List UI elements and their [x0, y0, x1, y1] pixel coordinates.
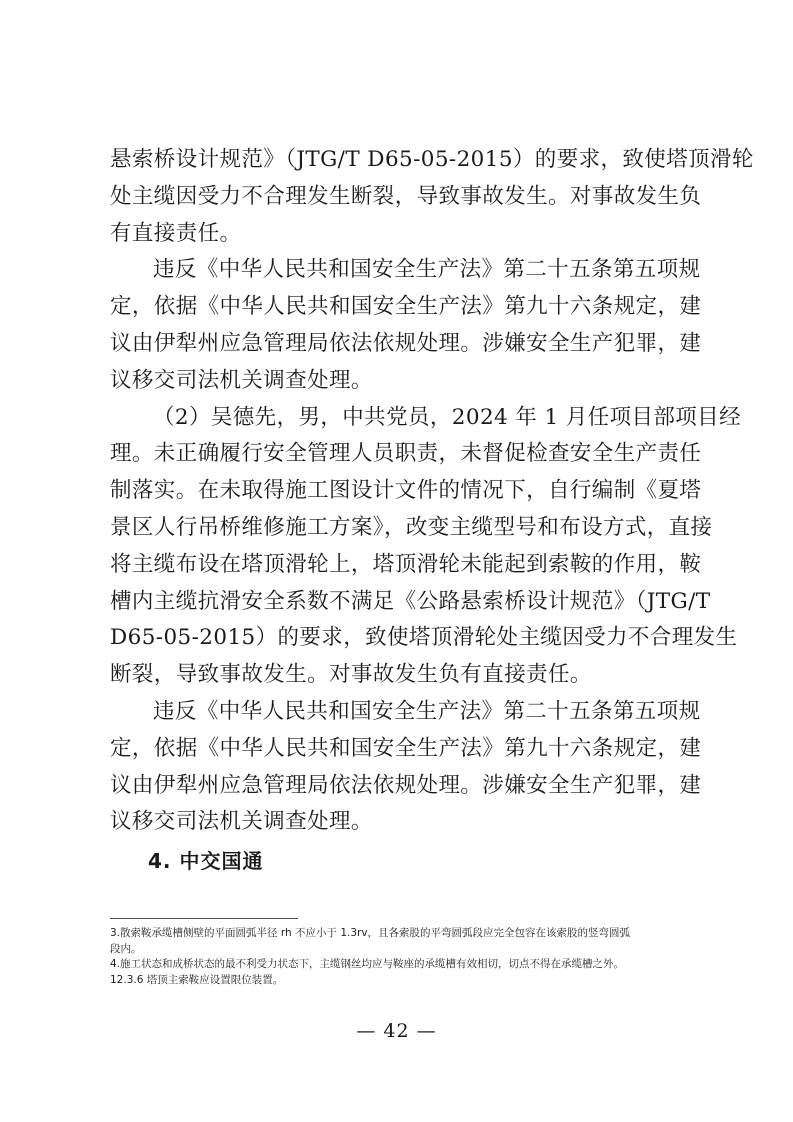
- page-body: [110, 142, 754, 879]
- footnote-line: 12.3.6 塔顶主索鞍应设置限位装置。: [110, 973, 284, 986]
- text-line: 定，依据《中华人民共和国安全生产法》第九十六条规定，建: [110, 294, 702, 320]
- paragraph: [110, 252, 702, 399]
- text-line: 议移交司法机关调查处理。: [110, 809, 373, 835]
- text-line: （2）吴德先，男，中共党员，2024 年 1 月任项目部项目经: [153, 404, 741, 430]
- text-line: 处主缆因受力不合理发生断裂，导致事故发生。对事故发生负: [110, 183, 702, 209]
- text-line: 景区人行吊桥维修施工方案》，改变主缆型号和布设方式，直接: [110, 514, 713, 540]
- text-line: 槽内主缆抗滑安全系数不满足《公路悬索桥设计规范》（JTG/T: [110, 588, 711, 614]
- text-line: 议由伊犁州应急管理局依法依规处理。涉嫌安全生产犯罪，建: [110, 772, 702, 798]
- footnote-divider: [110, 918, 298, 919]
- text-line: 悬索桥设计规范》（JTG/T D65-05-2015）的要求，致使塔顶滑轮: [110, 147, 754, 172]
- text-line: 理。未正确履行安全管理人员职责，未督促检查安全生产责任: [110, 441, 702, 467]
- paragraph: [110, 142, 754, 252]
- footnote-line: 段内。: [110, 942, 142, 955]
- text-line: 断裂，导致事故发生。对事故发生负有直接责任。: [110, 662, 592, 688]
- paragraph: [110, 694, 702, 841]
- text-line: 将主缆布设在塔顶滑轮上，塔顶滑轮未能起到索鞍的作用，鞍: [110, 551, 702, 577]
- text-line: 制落实。在未取得施工图设计文件的情况下，自行编制《夏塔: [110, 478, 702, 504]
- section-heading: 4. 中交国通: [148, 849, 264, 874]
- footnotes: [110, 926, 690, 988]
- text-line: 定，依据《中华人民共和国安全生产法》第九十六条规定，建: [110, 735, 702, 761]
- text-line: D65-05-2015）的要求，致使塔顶滑轮处主缆因受力不合理发生: [110, 625, 738, 651]
- text-line: 议移交司法机关调查处理。: [110, 367, 373, 393]
- page-number: — 42 —: [356, 1020, 437, 1042]
- footnote-line: 4.施工状态和成桥状态的最不利受力状态下，主缆钢丝均应与鞍座的承缆槽有效相切，切点不得在承缆槽之外。: [110, 958, 625, 970]
- text-line: 有直接责任。: [110, 220, 242, 246]
- footnote-line: 3.散索鞍承缆槽侧壁的平面圆弧半径 rh 不应小于 1.3rv，且各索股的平弯圆弧段应完全包容在该索股的竖弯圆弧: [110, 927, 631, 939]
- text-line: 违反《中华人民共和国安全生产法》第二十五条第五项规: [153, 698, 701, 724]
- text-line: 议由伊犁州应急管理局依法依规处理。涉嫌安全生产犯罪，建: [110, 330, 702, 356]
- paragraph: [110, 400, 741, 694]
- text-line: 违反《中华人民共和国安全生产法》第二十五条第五项规: [153, 257, 701, 283]
